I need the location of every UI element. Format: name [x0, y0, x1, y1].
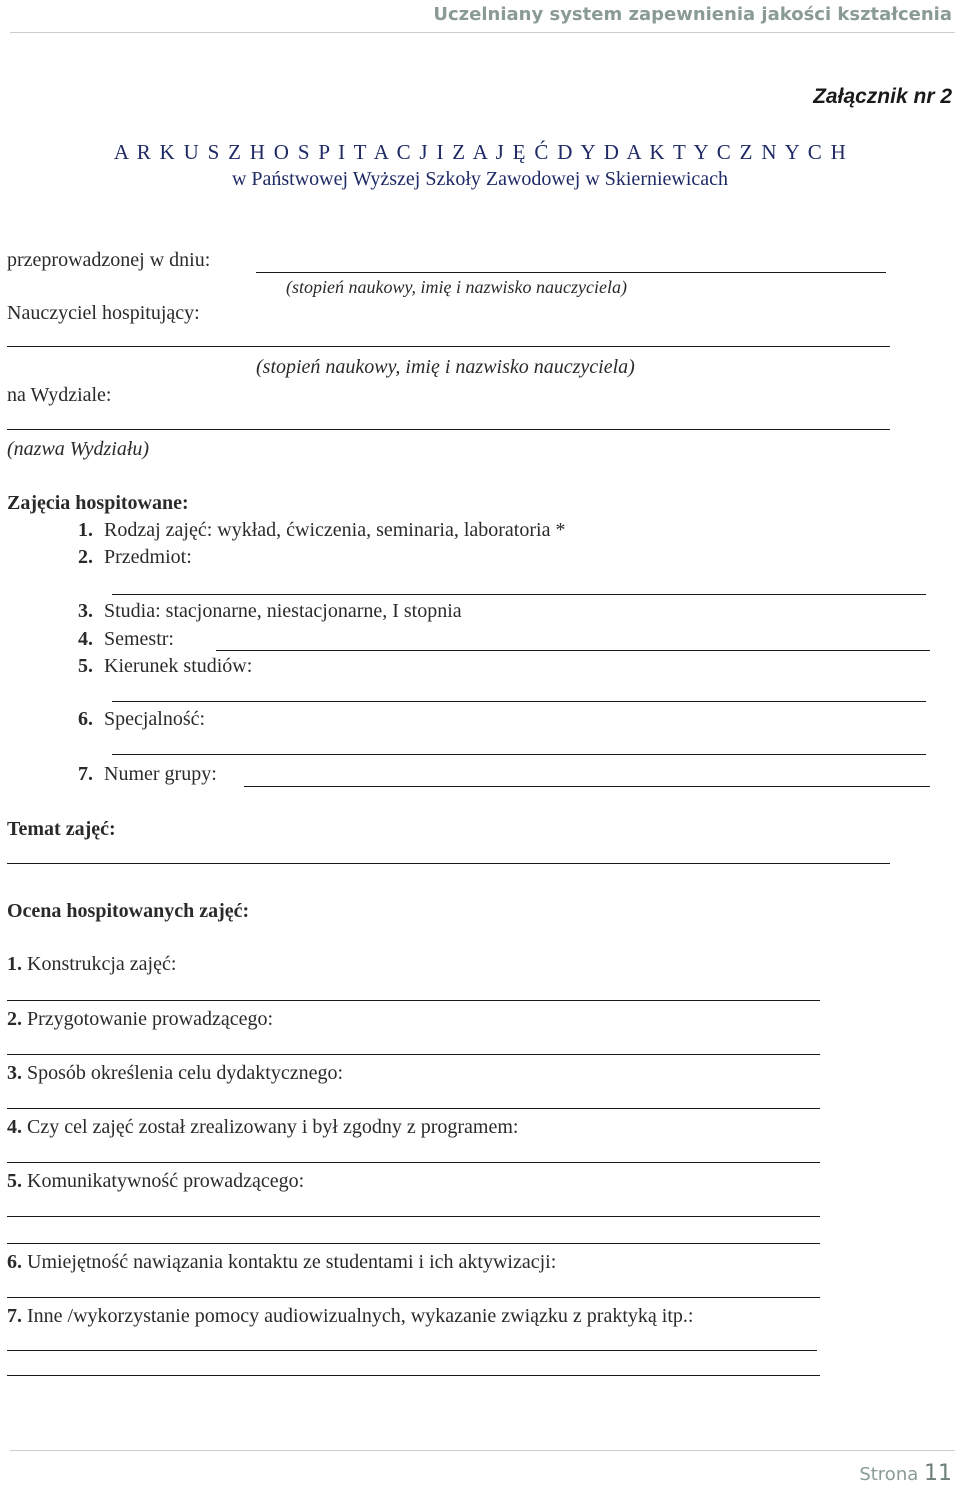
class-item-specialty [78, 708, 205, 731]
eval-item-contact [7, 1251, 556, 1274]
other-field-line-1[interactable] [7, 1350, 817, 1351]
item-number: 7. [78, 763, 93, 785]
communication-field-line-2[interactable] [7, 1243, 820, 1244]
eval-item-goal [7, 1062, 343, 1085]
item-label: Inne /wykorzystanie pomocy audiowizualnych, wykazanie związku z praktyką itp.: [27, 1305, 694, 1327]
item-number: 6. [7, 1251, 22, 1273]
faculty-field-line[interactable] [7, 429, 890, 430]
eval-item-preparation [7, 1008, 273, 1031]
item-number: 1. [7, 953, 22, 975]
class-item-subject [78, 546, 192, 569]
inspector-label: Nauczyciel hospitujący: [7, 302, 200, 324]
eval-item-construction [7, 953, 176, 976]
specialty-field-line[interactable] [112, 754, 926, 755]
field-of-study-line[interactable] [112, 701, 926, 702]
evaluation-heading: Ocena hospitowanych zajęć: [7, 900, 250, 922]
item-number: 1. [78, 519, 93, 541]
topic-field-line[interactable] [7, 863, 890, 864]
item-number: 2. [78, 546, 93, 568]
page-label: Strona [859, 1464, 919, 1485]
class-item-type [78, 519, 565, 542]
other-field-line-2[interactable] [7, 1375, 820, 1376]
contact-field-line[interactable] [7, 1297, 820, 1298]
teacher-hint: (stopień naukowy, imię i nazwisko nauczyciela) [286, 277, 627, 297]
document-subtitle: w Państwowej Wyższej Szkoły Zawodowej w Skierniewicach [231, 168, 729, 190]
item-label: Czy cel zajęć został zrealizowany i był zgodny z programem: [27, 1116, 519, 1138]
annex-label: Załącznik nr 2 [813, 85, 952, 108]
topic-heading: Temat zajęć: [7, 818, 116, 840]
item-label: Kierunek studiów: [104, 655, 253, 677]
item-number: 5. [7, 1170, 22, 1192]
faculty-label: na Wydziale: [7, 384, 112, 406]
item-label: Przedmiot: [104, 546, 192, 568]
class-item-studies [78, 600, 462, 623]
item-label: Przygotowanie prowadzącego: [27, 1008, 274, 1030]
construction-field-line[interactable] [7, 1000, 820, 1001]
class-item-semester [78, 628, 174, 651]
item-label: Umiejętność nawiązania kontaktu ze studentami i ich aktywizacji: [27, 1251, 557, 1273]
page-number: 11 [924, 1461, 952, 1486]
semester-field-line[interactable] [216, 650, 930, 651]
realization-field-line[interactable] [7, 1162, 820, 1163]
communication-field-line-1[interactable] [7, 1216, 820, 1217]
item-number: 7. [7, 1305, 22, 1327]
system-title: Uczelniany system zapewnienia jakości kształcenia [433, 4, 952, 25]
item-label: Rodzaj zajęć: wykład, ćwiczenia, seminaria, laboratoria * [104, 519, 566, 541]
item-label: Konstrukcja zajęć: [27, 953, 177, 975]
eval-item-communication [7, 1170, 304, 1193]
item-label: Komunikatywność prowadzącego: [27, 1170, 305, 1192]
item-label: Studia: stacjonarne, niestacjonarne, I stopnia [104, 600, 462, 622]
item-label: Semestr: [104, 628, 174, 650]
class-item-group [78, 763, 217, 786]
document-title: A R K U S Z H O S P I T A C J I Z A J Ę Ć D Y D A K T Y C Z N Y C H [113, 140, 847, 164]
item-number: 5. [78, 655, 93, 677]
inspector-hint: (stopień naukowy, imię i nazwisko nauczyciela) [256, 356, 635, 378]
item-number: 3. [78, 600, 93, 622]
date-label: przeprowadzonej w dniu: [7, 249, 211, 271]
item-number: 3. [7, 1062, 22, 1084]
faculty-hint: (nazwa Wydziału) [7, 438, 150, 460]
eval-item-other [7, 1305, 693, 1328]
page-footer [859, 1461, 952, 1486]
preparation-field-line[interactable] [7, 1054, 820, 1055]
item-label: Sposób określenia celu dydaktycznego: [27, 1062, 344, 1084]
item-number: 6. [78, 708, 93, 730]
item-number: 4. [78, 628, 93, 650]
item-number: 2. [7, 1008, 22, 1030]
date-field-line[interactable] [256, 272, 886, 273]
footer-divider [10, 1450, 955, 1451]
eval-item-realization [7, 1116, 518, 1139]
item-label: Numer grupy: [104, 763, 217, 785]
group-field-line[interactable] [244, 786, 930, 787]
class-item-field-of-study [78, 655, 252, 678]
subject-field-line[interactable] [112, 594, 926, 595]
header-divider [10, 32, 955, 33]
item-number: 4. [7, 1116, 22, 1138]
goal-field-line[interactable] [7, 1108, 820, 1109]
inspector-field-line[interactable] [7, 346, 890, 347]
classes-heading: Zajęcia hospitowane: [7, 492, 189, 514]
item-label: Specjalność: [104, 708, 206, 730]
